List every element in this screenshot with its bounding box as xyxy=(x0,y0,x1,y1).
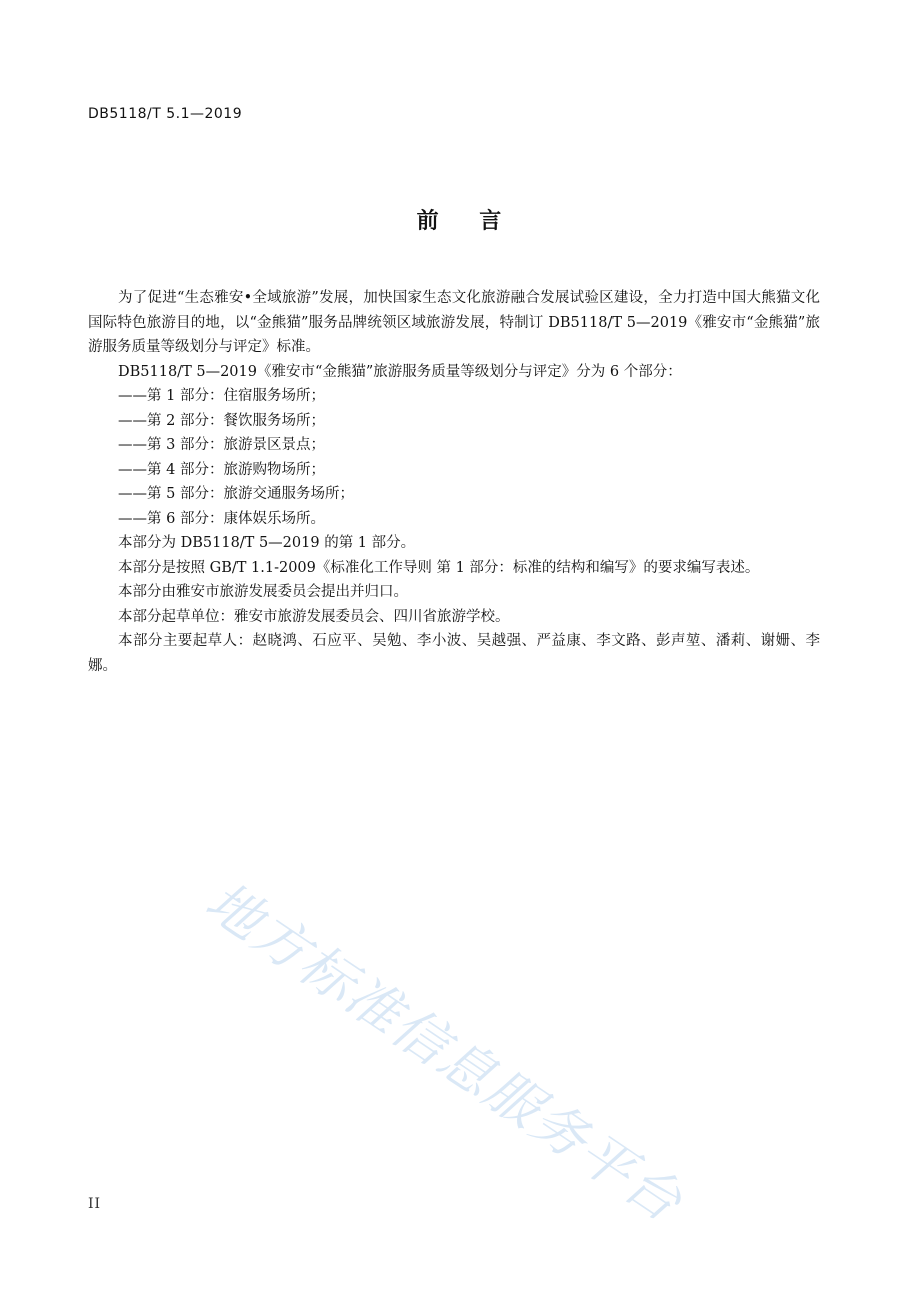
drafters-paragraph: 本部分主要起草人：赵晓鸿、石应平、吴勉、李小波、吴越强、严益康、李文路、彭声堃、潘莉、谢姗、李娜。 xyxy=(88,633,820,674)
watermark: 地方标准信息服务平台 xyxy=(194,869,695,1235)
drafting-rule-paragraph: 本部分是按照 GB/T 1.1-2009《标准化工作导则 第 1 部分：标准的结构和编写》的要求编写表述。 xyxy=(118,559,760,576)
this-part-paragraph: 本部分为 DB5118/T 5—2019 的第 1 部分。 xyxy=(118,535,416,551)
part-list-item: ——第 1 部分：住宿服务场所； xyxy=(118,388,325,404)
page-title: 前 言 xyxy=(416,209,504,234)
part-list-item: ——第 2 部分：餐饮服务场所； xyxy=(118,412,325,429)
intro-paragraph: 为了促进“生态雅安•全域旅游”发展，加快国家生态文化旅游融合发展试验区建设，全力打造中国大熊猫文化国际特色旅游目的地，以“金熊猫”服务品牌统领区域旅游发展，特制订 DB5118/T 5—2019《雅安市“金熊猫”旅游服务质量等级划分与评定》标准。 xyxy=(88,290,820,355)
part-list-item: ——第 4 部分：旅游购物场所； xyxy=(118,461,325,478)
parts-intro-paragraph: DB5118/T 5—2019《雅安市“金熊猫”旅游服务质量等级划分与评定》分为 6 个部分： xyxy=(118,363,682,380)
page-number: II xyxy=(88,1196,102,1212)
proposer-paragraph: 本部分由雅安市旅游发展委员会提出并归口。 xyxy=(118,584,408,600)
document-code: DB5118/T 5.1—2019 xyxy=(88,106,243,122)
part-list-item: ——第 3 部分：旅游景区景点； xyxy=(118,437,325,453)
foreword-body xyxy=(88,286,820,678)
part-list-item: ——第 5 部分：旅游交通服务场所； xyxy=(118,486,354,502)
part-list-item: ——第 6 部分：康体娱乐场所。 xyxy=(118,510,325,527)
drafting-units-paragraph: 本部分起草单位：雅安市旅游发展委员会、四川省旅游学校。 xyxy=(118,608,510,625)
